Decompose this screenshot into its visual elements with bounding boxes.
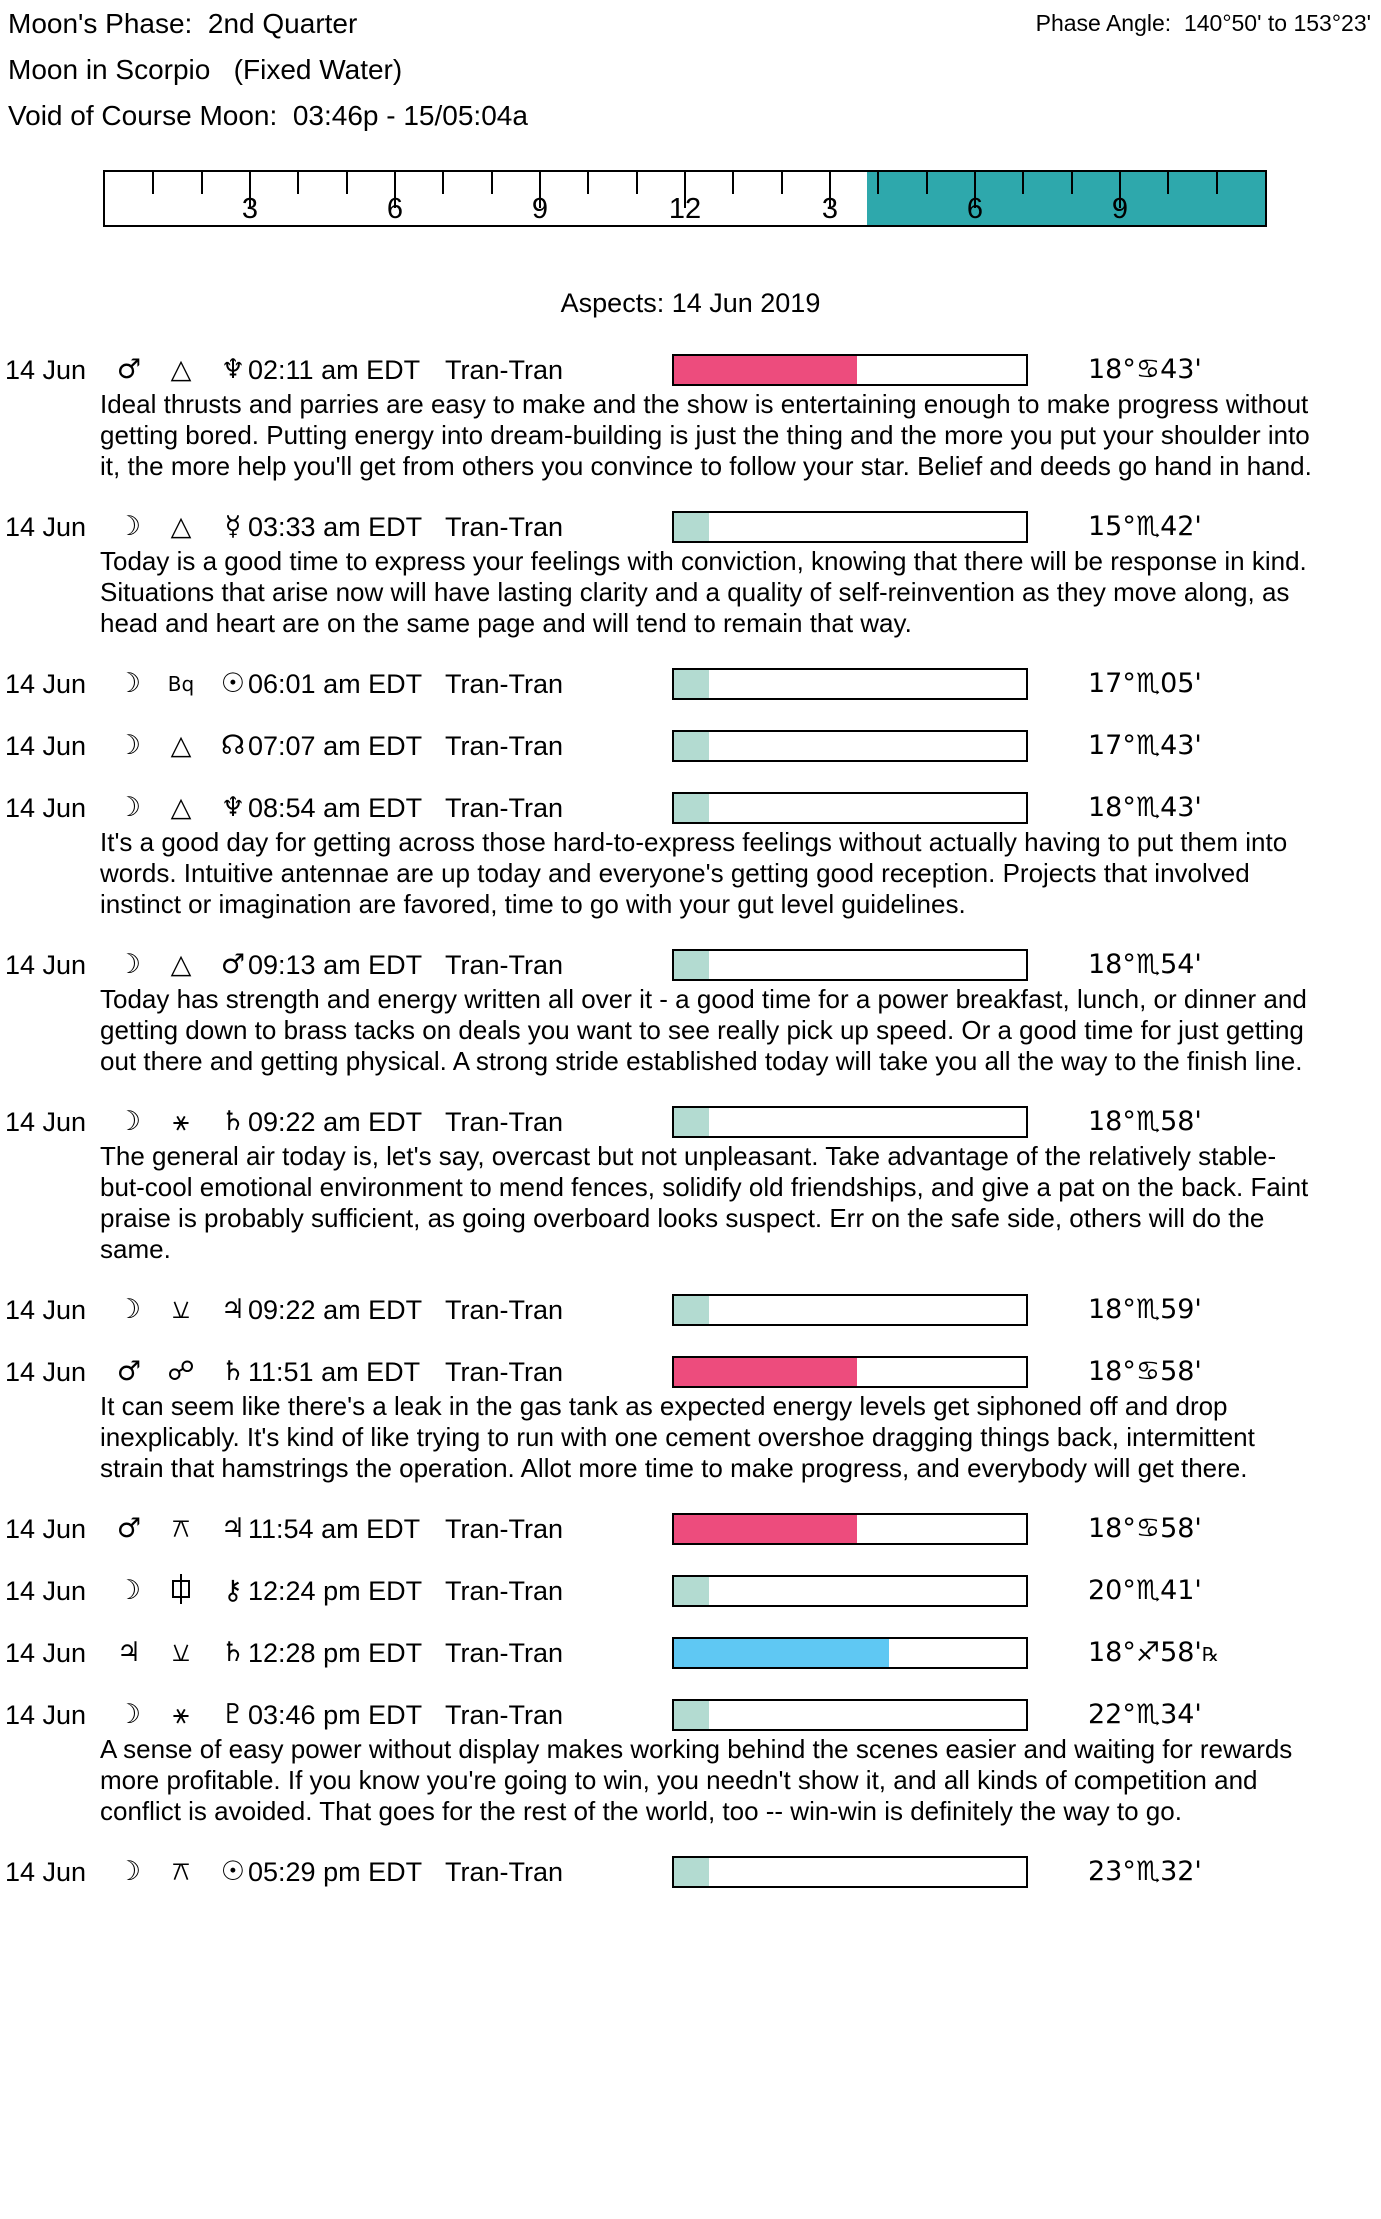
strength-bar xyxy=(672,511,1028,543)
position-minutes: 58' xyxy=(1160,1356,1202,1387)
scorpio-glyph: ♏ xyxy=(1135,1856,1161,1887)
moon-glyph: ☽ xyxy=(116,792,142,823)
retrograde-icon: ℞ xyxy=(1201,1644,1219,1666)
aspect-glyphs xyxy=(116,791,246,825)
moon-glyph: ☽ xyxy=(116,1106,142,1137)
moon-glyph: ☽ xyxy=(116,668,142,699)
scorpio-glyph: ♏ xyxy=(1135,1294,1161,1325)
aspect-type: Tran-Tran xyxy=(445,1357,564,1387)
position-minutes: 32' xyxy=(1160,1856,1202,1887)
position-degrees: 18° xyxy=(1088,1637,1136,1668)
opposition-glyph: ☍ xyxy=(167,1356,195,1387)
strength-bar xyxy=(672,1294,1028,1326)
hour-tick xyxy=(491,172,493,194)
aspect-position xyxy=(1088,1293,1202,1327)
strength-bar xyxy=(672,354,1028,386)
aspect-date: 14 Jun xyxy=(5,1638,87,1668)
aspect-glyphs xyxy=(116,948,246,982)
scorpio-glyph: ♏ xyxy=(1135,1106,1161,1137)
aspect-row xyxy=(0,1293,1381,1327)
moon-glyph: ☽ xyxy=(116,949,142,980)
position-minutes: 54' xyxy=(1160,949,1202,980)
aspect-type: Tran-Tran xyxy=(445,669,564,699)
strength-bar xyxy=(672,1856,1028,1888)
hour-label: 9 xyxy=(1111,193,1129,225)
jupiter-glyph: ♃ xyxy=(220,1294,246,1325)
moon-glyph: ☽ xyxy=(116,1856,142,1887)
scorpio-glyph: ♏ xyxy=(1135,792,1161,823)
strength-bar-fill xyxy=(674,356,857,384)
void-of-course-timeline xyxy=(103,170,1267,227)
aspect-description: Today is a good time to express your feelings with conviction, knowing that there will be response in kind. Situations that arise now will have lasting clarity and a quality of self-reinvention as they move along, as head and heart are on the same page and will tend to remain that way. xyxy=(100,546,1307,638)
aspect-row xyxy=(0,667,1381,701)
position-minutes: 42' xyxy=(1160,511,1202,542)
aspect-row xyxy=(0,1574,1381,1608)
aspect-description: It's a good day for getting across those hard-to-express feelings without actually having to put them into words. Intuitive antennae are up today and everyone's getting good reception. Projects that involved instinct or imagination are favored, time to go with your gut level guidelines. xyxy=(100,827,1288,919)
hour-tick xyxy=(1167,172,1169,194)
aspect-date: 14 Jun xyxy=(5,731,87,761)
hour-tick xyxy=(587,172,589,194)
aspect-time: 11:54 am EDT xyxy=(248,1514,421,1544)
aspect-date: 14 Jun xyxy=(5,355,87,385)
strength-bar-fill xyxy=(674,670,709,698)
strength-bar xyxy=(672,1106,1028,1138)
mars-glyph: ♂ xyxy=(116,1356,142,1387)
strength-bar-fill xyxy=(674,1108,709,1136)
hour-label: 3 xyxy=(821,193,839,225)
sagittarius-glyph: ♐ xyxy=(1135,1637,1161,1668)
aspect-type: Tran-Tran xyxy=(445,1514,564,1544)
aspect-time: 09:13 am EDT xyxy=(248,950,423,980)
aspect-type: Tran-Tran xyxy=(445,731,564,761)
aspect-row xyxy=(0,1355,1381,1389)
scorpio-glyph: ♏ xyxy=(1135,1575,1161,1606)
saturn-glyph: ♄ xyxy=(220,1106,246,1137)
strength-bar xyxy=(672,1575,1028,1607)
quincunx-glyph: ⚻ xyxy=(172,1856,190,1887)
position-degrees: 22° xyxy=(1088,1699,1136,1730)
aspect-glyphs xyxy=(116,1855,246,1889)
position-minutes: 05' xyxy=(1160,668,1202,699)
aspect-time: 07:07 am EDT xyxy=(248,731,423,761)
aspect-row xyxy=(0,353,1381,387)
neptune-glyph: ♆ xyxy=(220,792,246,823)
strength-bar-fill xyxy=(674,1701,709,1729)
position-degrees: 18° xyxy=(1088,792,1136,823)
aspect-description: A sense of easy power without display makes working behind the scenes easier and waiting for rewards more profitable. If you know you're going to win, you needn't show it, and all kinds of competition and conflict is avoided. That goes for the rest of the world, too -- win-win is definitely the way to go. xyxy=(100,1734,1293,1826)
aspect-row xyxy=(0,729,1381,763)
strength-bar-fill xyxy=(674,1577,709,1605)
aspect-description: It can seem like there's a leak in the gas tank as expected energy levels get siphoned off and drop inexplicably. It's kind of like trying to run with one cement overshoe dragging things back, intermittent strain that hamstrings the operation. Allot more time to make progress, and everybody will get there. xyxy=(100,1391,1255,1483)
aspect-time: 09:22 am EDT xyxy=(248,1295,423,1325)
scorpio-glyph: ♏ xyxy=(1135,511,1161,542)
aspect-position xyxy=(1088,353,1202,387)
aspect-date: 14 Jun xyxy=(5,1107,87,1137)
sun-glyph: ☉ xyxy=(220,1856,246,1887)
hour-tick xyxy=(442,172,444,194)
aspect-date: 14 Jun xyxy=(5,1576,87,1606)
hour-tick xyxy=(781,172,783,194)
scorpio-glyph: ♏ xyxy=(1135,730,1161,761)
aspect-glyphs xyxy=(116,1293,246,1327)
aspect-type: Tran-Tran xyxy=(445,1107,564,1137)
aspect-glyphs xyxy=(116,667,246,701)
aspect-description: The general air today is, let's say, overcast but not unpleasant. Take advantage of the relatively stable-but-cool emotional environment to mend fences, solidify old friendships, and give a pat on the back. Faint praise is probably sufficient, as going overboard looks suspect. Err on the safe side, others will do the same. xyxy=(100,1141,1309,1264)
aspect-date: 14 Jun xyxy=(5,950,87,980)
mars-glyph: ♂ xyxy=(116,1513,142,1544)
cancer-glyph: ♋ xyxy=(1135,1356,1161,1387)
sesquiquadrate-glyph xyxy=(168,1574,194,1608)
position-degrees: 18° xyxy=(1088,949,1136,980)
aspect-date: 14 Jun xyxy=(5,1357,87,1387)
void-of-course-text: Void of Course Moon: 03:46p - 15/05:04a xyxy=(8,100,528,131)
jupiter-glyph: ♃ xyxy=(116,1637,142,1668)
mars-glyph: ♂ xyxy=(220,949,246,980)
aspect-time: 03:33 am EDT xyxy=(248,512,423,542)
position-degrees: 20° xyxy=(1088,1575,1136,1606)
hour-label: 6 xyxy=(966,193,984,225)
aspect-glyphs xyxy=(116,1698,246,1732)
aspect-row xyxy=(0,1512,1381,1546)
position-minutes: 43' xyxy=(1160,792,1202,823)
hour-tick xyxy=(732,172,734,194)
moon-glyph: ☽ xyxy=(116,511,142,542)
aspect-date: 14 Jun xyxy=(5,1857,87,1887)
aspect-position xyxy=(1088,729,1202,763)
trine-glyph: △ xyxy=(170,949,192,980)
moon-sign-text: Moon in Scorpio (Fixed Water) xyxy=(8,54,403,85)
aspect-date: 14 Jun xyxy=(5,1295,87,1325)
strength-bar-fill xyxy=(674,732,709,760)
position-minutes: 41' xyxy=(1160,1575,1202,1606)
jupiter-glyph: ♃ xyxy=(220,1513,246,1544)
moon-glyph: ☽ xyxy=(116,730,142,761)
aspect-type: Tran-Tran xyxy=(445,950,564,980)
strength-bar xyxy=(672,1356,1028,1388)
semisextile-glyph: ⚺ xyxy=(172,1294,190,1325)
hour-tick xyxy=(152,172,154,194)
aspect-list xyxy=(0,325,1381,1889)
trine-glyph: △ xyxy=(170,792,192,823)
aspect-glyphs xyxy=(116,353,246,387)
trine-glyph: △ xyxy=(170,730,192,761)
aspect-date: 14 Jun xyxy=(5,793,87,823)
aspect-position xyxy=(1088,791,1202,825)
sextile-glyph: ⚹ xyxy=(172,1699,190,1730)
position-degrees: 23° xyxy=(1088,1856,1136,1887)
aspect-row xyxy=(0,1855,1381,1889)
aspect-position xyxy=(1088,1355,1202,1389)
mars-glyph: ♂ xyxy=(116,354,142,385)
aspect-type: Tran-Tran xyxy=(445,1638,564,1668)
strength-bar xyxy=(672,730,1028,762)
hour-tick xyxy=(1022,172,1024,194)
strength-bar-fill xyxy=(674,951,709,979)
aspect-time: 12:28 pm EDT xyxy=(248,1638,423,1668)
position-minutes: 43' xyxy=(1160,354,1202,385)
aspect-time: 08:54 am EDT xyxy=(248,793,423,823)
phase-angle-text: Phase Angle: 140°50' to 153°23' xyxy=(1035,10,1371,36)
hour-tick xyxy=(201,172,203,194)
aspect-glyphs xyxy=(116,1355,246,1389)
strength-bar-fill xyxy=(674,513,709,541)
scorpio-glyph: ♏ xyxy=(1135,1699,1161,1730)
aspect-row xyxy=(0,1636,1381,1670)
hour-label: 12 xyxy=(668,193,702,225)
position-degrees: 17° xyxy=(1088,668,1136,699)
aspect-time: 05:29 pm EDT xyxy=(248,1857,423,1887)
aspect-glyphs xyxy=(116,1105,246,1139)
hour-label: 3 xyxy=(241,193,259,225)
position-minutes: 58' xyxy=(1160,1637,1202,1668)
chiron-glyph: ⚷ xyxy=(223,1575,243,1606)
aspect-row xyxy=(0,510,1381,544)
hour-tick xyxy=(297,172,299,194)
hour-tick xyxy=(1216,172,1218,194)
aspect-position xyxy=(1088,667,1202,701)
position-minutes: 43' xyxy=(1160,730,1202,761)
position-minutes: 59' xyxy=(1160,1294,1202,1325)
moon-glyph: ☽ xyxy=(116,1699,142,1730)
pluto-glyph: ♇ xyxy=(220,1699,246,1730)
aspect-time: 09:22 am EDT xyxy=(248,1107,423,1137)
moon-glyph: ☽ xyxy=(116,1575,142,1606)
aspect-position xyxy=(1088,1105,1202,1139)
hour-tick xyxy=(877,172,879,194)
hour-label: 9 xyxy=(531,193,549,225)
position-minutes: 58' xyxy=(1160,1513,1202,1544)
aspect-row xyxy=(0,1105,1381,1139)
cancer-glyph: ♋ xyxy=(1135,1513,1161,1544)
position-minutes: 58' xyxy=(1160,1106,1202,1137)
position-degrees: 17° xyxy=(1088,730,1136,761)
hour-tick xyxy=(926,172,928,194)
aspect-time: 12:24 pm EDT xyxy=(248,1576,423,1606)
strength-bar-fill xyxy=(674,1296,709,1324)
mercury-glyph: ☿ xyxy=(224,511,242,542)
strength-bar xyxy=(672,1699,1028,1731)
aspect-description: Today has strength and energy written all over it - a good time for a power breakfast, lunch, or dinner and getting down to brass tacks on deals you want to see really pick up speed. Or a good time for just getting out there and getting physical. A strong stride established today will take you all the way to the finish line. xyxy=(100,984,1307,1076)
aspect-type: Tran-Tran xyxy=(445,355,564,385)
aspect-type: Tran-Tran xyxy=(445,1295,564,1325)
trine-glyph: △ xyxy=(170,511,192,542)
aspect-time: 11:51 am EDT xyxy=(248,1357,421,1387)
aspect-row xyxy=(0,1698,1381,1732)
strength-bar xyxy=(672,1637,1028,1669)
aspect-glyphs xyxy=(116,1574,246,1608)
strength-bar xyxy=(672,792,1028,824)
aspect-type: Tran-Tran xyxy=(445,512,564,542)
aspect-position xyxy=(1088,1574,1202,1608)
aspect-type: Tran-Tran xyxy=(445,1700,564,1730)
hour-tick xyxy=(346,172,348,194)
aspect-time: 02:11 am EDT xyxy=(248,355,421,385)
strength-bar-fill xyxy=(674,794,709,822)
trine-glyph: △ xyxy=(170,354,192,385)
aspect-time: 06:01 am EDT xyxy=(248,669,423,699)
strength-bar-fill xyxy=(674,1858,709,1886)
position-degrees: 18° xyxy=(1088,1356,1136,1387)
sextile-glyph: ⚹ xyxy=(172,1106,190,1137)
strength-bar xyxy=(672,1513,1028,1545)
aspect-position xyxy=(1088,1636,1219,1672)
position-degrees: 18° xyxy=(1088,1294,1136,1325)
aspect-description: Ideal thrusts and parries are easy to make and the show is entertaining enough to make progress without getting bored. Putting energy into dream-building is just the thing and the more you put your shoulder into it, the more help you'll get from others you convince to follow your star. Belief and deeds go hand in hand. xyxy=(100,389,1312,481)
aspect-date: 14 Jun xyxy=(5,512,87,542)
strength-bar-fill xyxy=(674,1358,857,1386)
position-minutes: 34' xyxy=(1160,1699,1202,1730)
biquintile-glyph: Bq xyxy=(167,672,195,696)
aspect-row xyxy=(0,948,1381,982)
aspect-type: Tran-Tran xyxy=(445,1576,564,1606)
aspect-type: Tran-Tran xyxy=(445,1857,564,1887)
position-degrees: 15° xyxy=(1088,511,1136,542)
north-node-glyph: ☊ xyxy=(221,730,245,761)
aspect-position xyxy=(1088,1698,1202,1732)
aspect-type: Tran-Tran xyxy=(445,793,564,823)
hour-tick xyxy=(636,172,638,194)
moon-glyph: ☽ xyxy=(116,1294,142,1325)
saturn-glyph: ♄ xyxy=(220,1637,246,1668)
sun-glyph: ☉ xyxy=(220,668,246,699)
semisextile-glyph: ⚺ xyxy=(172,1637,190,1668)
position-degrees: 18° xyxy=(1088,354,1136,385)
scorpio-glyph: ♏ xyxy=(1135,668,1161,699)
aspect-date: 14 Jun xyxy=(5,669,87,699)
aspect-position xyxy=(1088,948,1202,982)
aspect-glyphs xyxy=(116,729,246,763)
saturn-glyph: ♄ xyxy=(220,1356,246,1387)
aspect-row xyxy=(0,791,1381,825)
aspect-glyphs xyxy=(116,1512,246,1546)
strength-bar xyxy=(672,949,1028,981)
aspect-position xyxy=(1088,510,1202,544)
position-degrees: 18° xyxy=(1088,1106,1136,1137)
scorpio-glyph: ♏ xyxy=(1135,949,1161,980)
strength-bar-fill xyxy=(674,1639,889,1667)
strength-bar-fill xyxy=(674,1515,857,1543)
aspects-title: Aspects: 14 Jun 2019 xyxy=(560,288,821,318)
aspect-date: 14 Jun xyxy=(5,1700,87,1730)
quincunx-glyph: ⚻ xyxy=(172,1513,190,1544)
neptune-glyph: ♆ xyxy=(220,354,246,385)
position-degrees: 18° xyxy=(1088,1513,1136,1544)
aspect-time: 03:46 pm EDT xyxy=(248,1700,423,1730)
moon-phase-text: Moon's Phase: 2nd Quarter xyxy=(8,8,358,39)
hour-tick xyxy=(1071,172,1073,194)
aspect-position xyxy=(1088,1512,1202,1546)
aspect-position xyxy=(1088,1855,1202,1889)
aspect-glyphs xyxy=(116,510,246,544)
strength-bar xyxy=(672,668,1028,700)
aspect-glyphs xyxy=(116,1636,246,1670)
aspect-date: 14 Jun xyxy=(5,1514,87,1544)
cancer-glyph: ♋ xyxy=(1135,354,1161,385)
hour-label: 6 xyxy=(386,193,404,225)
